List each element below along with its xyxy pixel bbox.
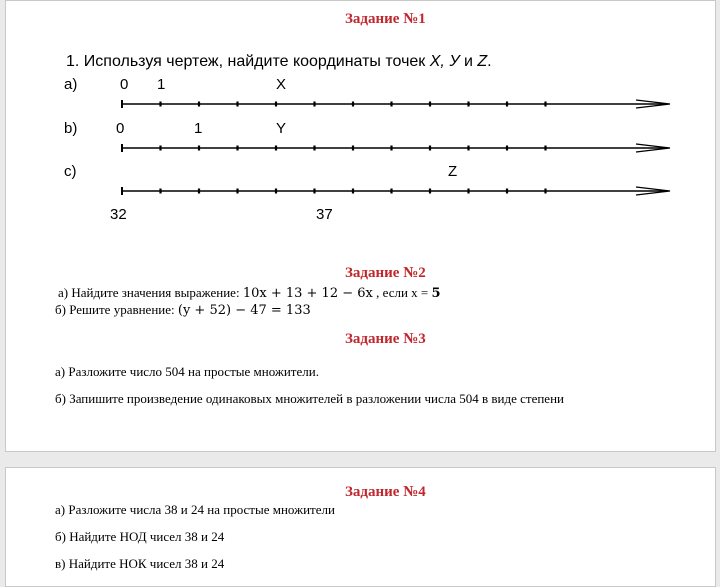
- line-b-tick-0: 0: [116, 120, 125, 137]
- line-a-label: a): [64, 76, 78, 93]
- task2-a-expression: 10x + 13 + 12 − 6x: [242, 286, 373, 301]
- task2-heading: Задание №2: [345, 265, 426, 281]
- worksheet-page-2: [5, 467, 716, 587]
- instruction-and: и: [459, 53, 478, 70]
- task2-a-value: 5: [431, 286, 441, 301]
- task2-part-a: [58, 285, 441, 301]
- instruction-vars: X, У: [429, 53, 460, 70]
- instruction-end: .: [487, 53, 492, 70]
- line-a-tick-1: 1: [157, 76, 166, 93]
- task4-heading: Задание №4: [345, 484, 426, 500]
- task3-part-b: б) Запишите произведение одинаковых множителей в разложении числа 504 в виде степени: [55, 391, 564, 406]
- task3-heading: Задание №3: [345, 331, 426, 347]
- number-line-c: [122, 187, 670, 195]
- line-c-label: c): [64, 163, 77, 180]
- instruction-text: 1. Используя чертеж, найдите координаты точек: [66, 53, 430, 70]
- task2-a-prefix: а) Найдите значения выражение:: [58, 285, 243, 300]
- line-a-tick-0: 0: [120, 76, 129, 93]
- line-b-label: b): [64, 120, 78, 137]
- instruction-z: Z: [477, 53, 488, 70]
- line-b-tick-1: 1: [194, 120, 203, 137]
- task1-heading: Задание №1: [345, 11, 426, 27]
- point-y-label: Y: [276, 120, 287, 137]
- task2-part-b: [55, 302, 311, 318]
- point-z-label: Z: [448, 163, 458, 180]
- number-lines-figure: [6, 1, 717, 236]
- task4-part-c: в) Найдите НОК чисел 38 и 24: [55, 556, 225, 571]
- line-c-mark: 37: [316, 206, 333, 223]
- point-x-label: X: [276, 76, 287, 93]
- task3-part-a: а) Разложите число 504 на простые множители.: [55, 364, 319, 379]
- worksheet-page-1: [5, 0, 716, 452]
- line-c-start: 32: [110, 206, 127, 223]
- task4-part-a: а) Разложите числа 38 и 24 на простые множители: [55, 502, 335, 517]
- task2-a-mid: , если x =: [372, 285, 432, 300]
- task2-b-equation: (y + 52) − 47 = 133: [177, 303, 311, 318]
- task4-part-b: б) Найдите НОД чисел 38 и 24: [55, 529, 225, 544]
- task2-b-prefix: б) Решите уравнение:: [55, 302, 178, 317]
- number-line-a: [122, 100, 670, 108]
- number-line-b: [122, 144, 670, 152]
